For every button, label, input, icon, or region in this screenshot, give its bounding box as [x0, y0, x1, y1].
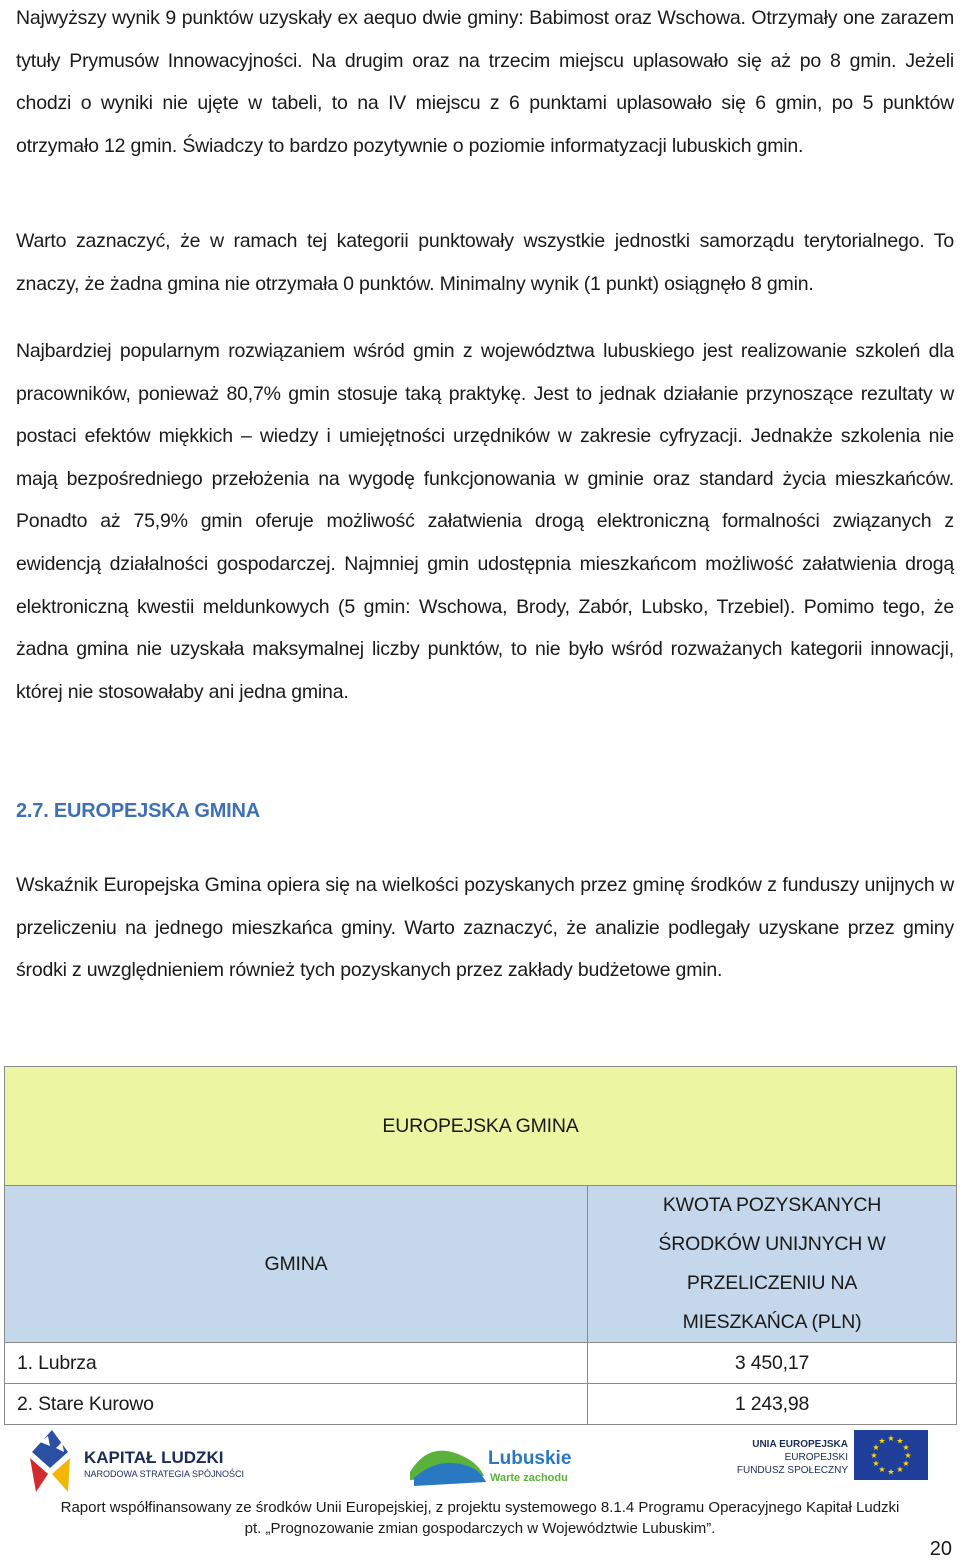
- column-header-gmina: GMINA: [5, 1186, 588, 1343]
- svg-text:★: ★: [872, 1459, 880, 1468]
- footer-text: [0, 1497, 960, 1539]
- svg-text:★: ★: [887, 1467, 895, 1477]
- lubuskie-logo: [408, 1432, 578, 1492]
- footer-logos: [0, 1418, 960, 1496]
- lubuskie-title: Lubuskie: [488, 1448, 572, 1469]
- table-cell-kwota: 3 450,17: [588, 1343, 957, 1384]
- footer-line2: pt. „Prognozowanie zmian gospodarczych w Województwie Lubuskim”.: [244, 1520, 716, 1537]
- svg-text:★: ★: [878, 1436, 886, 1446]
- eu-line3: FUNDUSZ SPOŁECZNY: [736, 1465, 848, 1476]
- kapital-ludzki-logo: [28, 1422, 268, 1496]
- column-header-kwota: KWOTA POZYSKANYCH ŚRODKÓW UNIJNYCH W PRZELICZENIU NA MIESZKAŃCA (PLN): [588, 1186, 957, 1343]
- eu-line1: UNIA EUROPEJSKA: [752, 1439, 848, 1450]
- table-cell-kwota: 1 243,98: [588, 1384, 957, 1425]
- paragraph-top-results: Najwyższy wynik 9 punktów uzyskały ex aequo dwie gminy: Babimost oraz Wschowa. Otrzymały one zarazem tytuły Prymusów Innowacyjności. Na drugim oraz na trzecim miejscu uplasowało się aż po 8 gmin. Jeżeli chodzi o wyniki nie ujęte w tabeli, to na IV miejscu z 6 punktami uplasowało się 6 gmin, po 5 punktów otrzymało 12 gmin. Świadczy to bardzo pozytywnie o poziomie informatyzacji lubuskich gmin.: [16, 7, 954, 157]
- table-row: [5, 1343, 957, 1384]
- svg-text:★: ★: [904, 1451, 912, 1460]
- eu-line2: EUROPEJSKI: [784, 1452, 848, 1463]
- section-heading: 2.7. EUROPEJSKA GMINA: [16, 800, 261, 822]
- kapital-ludzki-subtitle: NARODOWA STRATEGIA SPÓJNOŚCI: [84, 1469, 245, 1479]
- europejska-gmina-table: [4, 1066, 957, 1425]
- table-cell-gmina: 2. Stare Kurowo: [5, 1384, 588, 1425]
- svg-text:★: ★: [902, 1459, 910, 1468]
- paragraph-all-scored: Warto zaznaczyć, że w ramach tej kategorii punktowały wszystkie jednostki samorządu terytorialnego. To znaczy, że żadna gmina nie otrzymała 0 punktów. Minimalny wynik (1 punkt) osiągnęło 8 gmin.: [16, 230, 954, 295]
- paragraph-popular-solutions: Najbardziej popularnym rozwiązaniem wśród gmin z województwa lubuskiego jest realizowanie szkoleń dla pracowników, ponieważ 80,7% gmin stosuje taką praktykę. Jest to jednak działanie przynoszące rezultaty w postaci efektów miękkich – wiedzy i umiejętności urzędników w zakresie cyfryzacji. Jednakże szkolenia nie mają bezpośredniego przełożenia na wygodę funkcjonowania w gminie oraz standard życia mieszkańców. Ponadto aż 75,9% gmin oferuje możliwość załatwienia drogą elektroniczną formalności związanych z ewidencją działalności gospodarczej. Najmniej gmin udostępnia mieszkańcom możliwość załatwienia drogą elektroniczną kwestii meldunkowych (5 gmin: Wschowa, Brody, Zabór, Lubsko, Trzebiel). Pomimo tego, że żadna gmina nie uzyskała maksymalnej liczby punktów, to nie było wśród rozważanych kategorii innowacji, której nie stosowałaby ani jedna gmina.: [16, 340, 954, 703]
- eu-text: [728, 1438, 848, 1477]
- eu-flag-icon: [854, 1430, 928, 1480]
- eu-logo: [728, 1418, 958, 1496]
- table-cell-gmina: 1. Lubrza: [5, 1343, 588, 1384]
- svg-text:★: ★: [902, 1443, 910, 1452]
- svg-text:★: ★: [872, 1443, 880, 1452]
- svg-text:★: ★: [878, 1465, 886, 1474]
- paragraph-indicator-description: Wskaźnik Europejska Gmina opiera się na wielkości pozyskanych przez gminę środków z funduszy unijnych w przeliczeniu na jednego mieszkańca gminy. Warto zaznaczyć, że analizie podlegały uzyskane przez gminy środki z uwzględnieniem również tych pozyskanych przez zakłady budżetowe gmin.: [16, 874, 954, 982]
- svg-text:★: ★: [896, 1436, 904, 1446]
- svg-text:★: ★: [896, 1465, 904, 1474]
- svg-text:★: ★: [870, 1451, 878, 1460]
- svg-text:★: ★: [887, 1434, 895, 1443]
- lubuskie-subtitle: Warte zachodu: [490, 1472, 568, 1484]
- kapital-ludzki-title: KAPITAŁ LUDZKI: [84, 1448, 224, 1467]
- page-number: 20: [929, 1538, 952, 1560]
- table-title: EUROPEJSKA GMINA: [5, 1067, 957, 1186]
- footer-line1: Raport współfinansowany ze środków Unii Europejskiej, z projektu systemowego 8.1.4 Programu Operacyjnego Kapitał Ludzki: [60, 1499, 900, 1516]
